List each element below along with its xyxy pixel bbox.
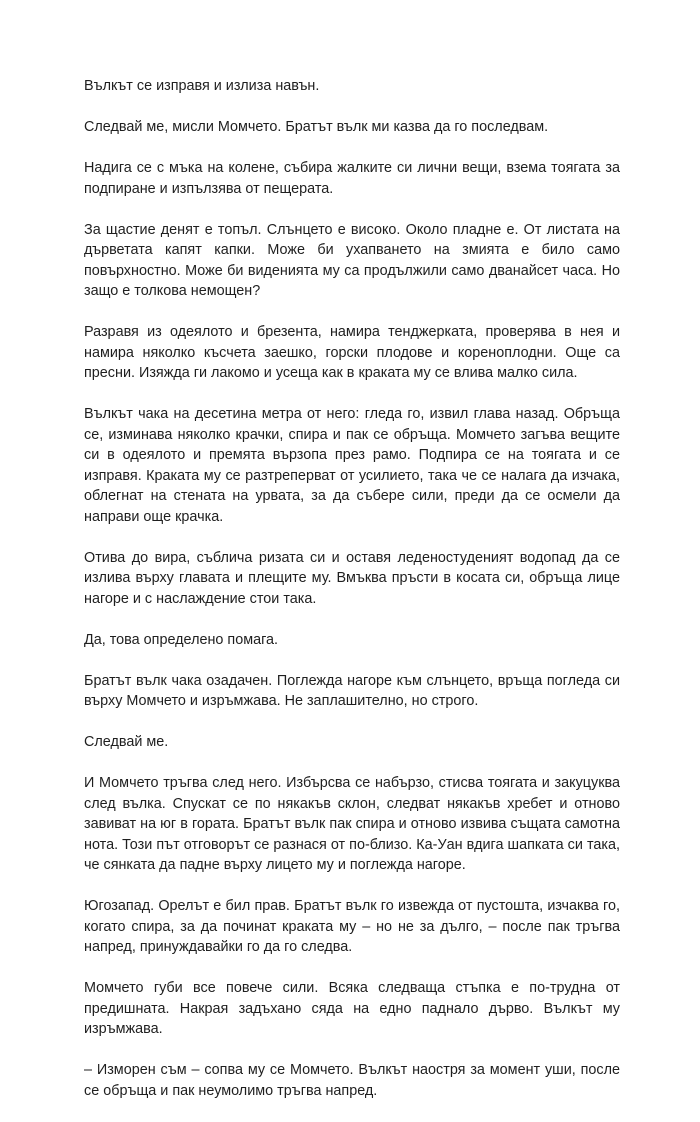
paragraph-7: Отива до вира, съблича ризата си и оставя леденостуденият водопад да се излива върху главата и плещите му. Вмъква пръсти в косата си, обръща лице нагоре и с наслаждение стои така. [84, 549, 620, 607]
paragraph-10: Следвай ме. [84, 734, 169, 750]
paragraph-6: Вълкът чака на десетина метра от него: гледа го, извил глава назад. Обръща се, изминава няколко крачки, спира и пак се обръща. Момчето загъва вещите си в одеялото и премята вързопа през рамо. Подпира се на тоягата и се изправя. Краката му се разтреперват от усилието, така че се налага да изчака, облегнат на стената на урвата, за да събере сили, преди да се осмели да направи още крачка. [84, 406, 620, 525]
paragraph-3: Надига се с мъка на колене, събира жалките си лични вещи, взема тоягата за подпиране и изпълзява от пещерата. [84, 160, 620, 197]
paragraph-2: Следвай ме, мисли Момчето. Братът вълк ми казва да го последвам. [84, 119, 549, 135]
paragraph-14: – Изморен съм – сопва му се Момчето. Вълкът наостря за момент уши, после се обръща и пак неумолимо тръгва напред. [84, 1062, 620, 1099]
paragraph-11: И Момчето тръгва след него. Избърсва се набързо, стисва тоягата и закуцуква след вълка. Спускат се по някакъв склон, следват някакъв хребет и отново завиват на юг в гората. Братът вълк пак спира и отново извива същата самотна нота. Този път отговорът се разнася от по-близо. Ка-Уан вдига шапката си така, че сянката да падне върху лицето му и поглежда нагоре. [84, 775, 620, 873]
document-page [84, 76, 620, 1122]
paragraph-4: За щастие денят е топъл. Слънцето е високо. Около пладне е. От листата на дърветата капят капки. Може би ухапването на змията е било само повърхностно. Може би виденията му са продължили само дванайсет часа. Но защо е толкова немощен? [84, 221, 620, 299]
paragraph-13: Момчето губи все повече сили. Всяка следваща стъпка е по-трудна от предишната. Накрая задъхано сяда на едно паднало дърво. Вълкът му изръмжава. [84, 980, 620, 1037]
paragraph-12: Югозапад. Орелът е бил прав. Братът вълк го извежда от пустошта, изчаква го, когато спира, за да починат краката му – но не за дълго, – после пак тръгва напред, принуждавайки го да го следва. [84, 898, 620, 955]
paragraph-9: Братът вълк чака озадачен. Поглежда нагоре към слънцето, връща погледа си върху Момчето и изръмжава. Не заплашително, но строго. [84, 672, 620, 709]
paragraph-8: Да, това определено помага. [84, 631, 279, 648]
paragraph-1: Вълкът се изправя и излиза навън. [84, 78, 320, 94]
paragraph-5: Разравя из одеялото и брезента, намира тенджерката, проверява в нея и намира няколко късчета заешко, горски плодове и кореноплодни. Още са пресни. Изяжда ги лакомо и усеща как в краката му се влива малко сила. [84, 324, 620, 381]
